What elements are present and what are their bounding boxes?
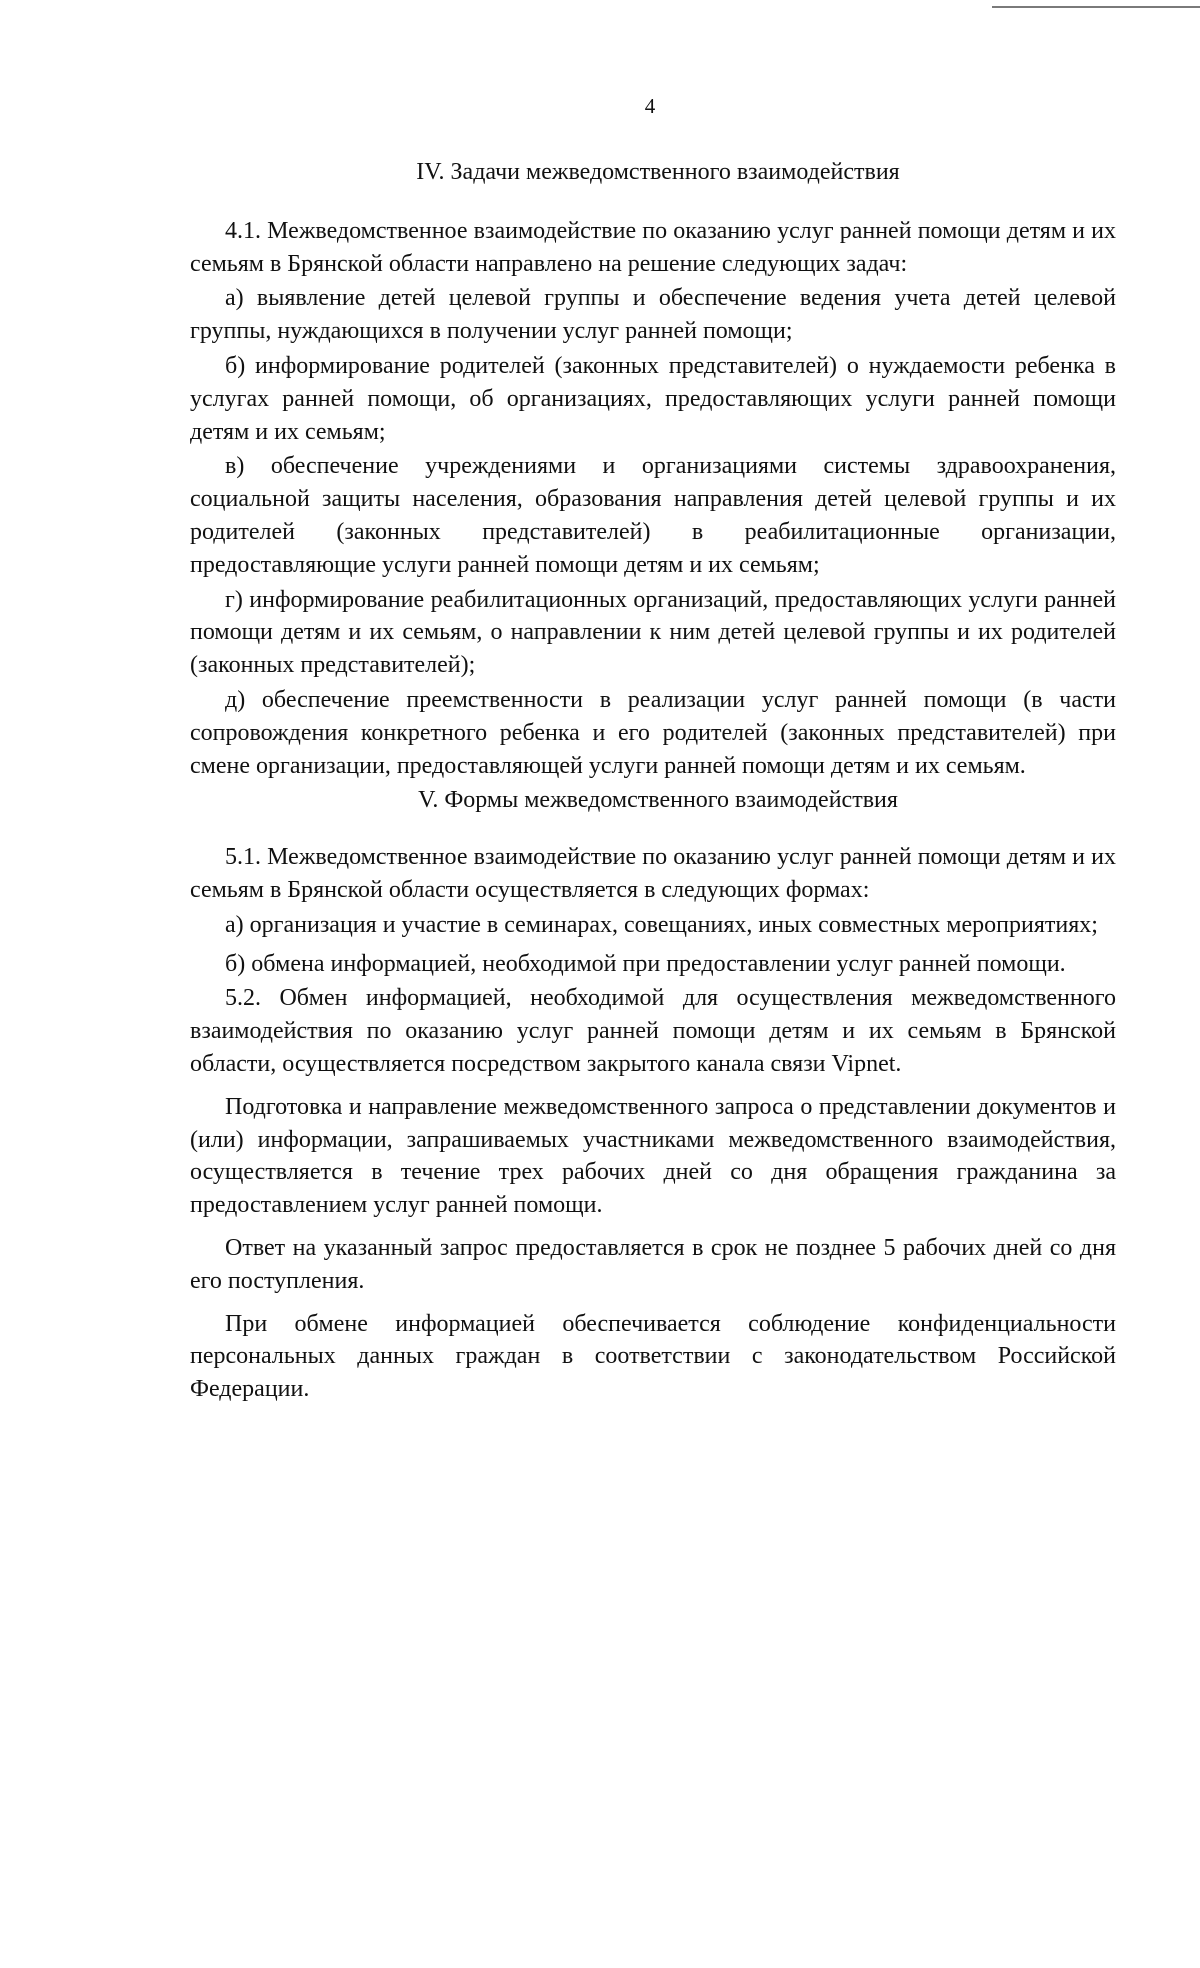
list-item-5-a: а) организация и участие в семинарах, совещаниях, иных совместных мероприятиях; — [225, 911, 1098, 938]
paragraph-5-1: 5.1. Межведомственное взаимодействие по оказанию услуг ранней помощи детям и их семьям в Брянской области осуществляется в следующих формах: — [190, 844, 1116, 903]
section-5-title: V. Формы межведомственного взаимодействия — [418, 787, 898, 814]
document-body — [190, 156, 1116, 1406]
list-item-4-a: а) выявление детей целевой группы и обеспечение ведения учета детей целевой группы, нуждающихся в получении услуг ранней помощи; — [190, 285, 1116, 345]
page-number: 4 — [644, 94, 656, 118]
section-4-title: IV. Задачи межведомственного взаимодействия — [416, 159, 900, 185]
paragraph-request-preparation: Подготовка и направление межведомственного запроса о представлении документов и (или) информации, запрашиваемых участниками межведомственного взаимодействия, осуществляется в течение трех рабочих дней со дня обращения гражданина за предоставлением услуг ранней помощи. — [190, 1093, 1116, 1219]
list-item-4-g: г) информирование реабилитационных организаций, предоставляющих услуги ранней помощи детям и их семьям, о направлении к ним детей целевой группы и их родителей (законных представителей); — [190, 586, 1116, 679]
paragraph-confidentiality: При обмене информацией обеспечивается соблюдение конфиденциальности персональных данных граждан в соответствии с законодательством Российской Федерации. — [190, 1310, 1116, 1403]
list-item-4-b: б) информирование родителей (законных представителей) о нуждаемости ребенка в услугах ранней помощи, об организациях, предоставляющих услуги ранней помощи детям и их семьям; — [190, 352, 1116, 445]
list-item-4-d: д) обеспечение преемственности в реализации услуг ранней помощи (в части сопровождения конкретного ребенка и его родителей (законных представителей) при смене организации, предоставляющей услуги ранней помощи детям и их семьям. — [190, 686, 1116, 779]
list-item-5-b: б) обмена информацией, необходимой при предоставлении услуг ранней помощи. — [225, 950, 1066, 977]
paragraph-5-2: 5.2. Обмен информацией, необходимой для осуществления межведомственного взаимодействия по оказанию услуг ранней помощи детям и их семьям в Брянской области, осуществляется посредством закрытого канала связи Vipnet. — [190, 985, 1116, 1077]
paragraph-4-1: 4.1. Межведомственное взаимодействие по оказанию услуг ранней помощи детям и их семьям в Брянской области направлено на решение следующих задач: — [190, 217, 1116, 277]
paragraph-response-term: Ответ на указанный запрос предоставляется в срок не позднее 5 рабочих дней со дня его поступления. — [190, 1234, 1116, 1294]
scan-edge-line — [992, 6, 1200, 8]
list-item-4-v: в) обеспечение учреждениями и организациями системы здравоохранения, социальной защиты населения, образования направления детей целевой группы и их родителей (законных представителей) в реабилитационные организации, предоставляющие услуги ранней помощи детям и их семьям; — [190, 453, 1116, 578]
